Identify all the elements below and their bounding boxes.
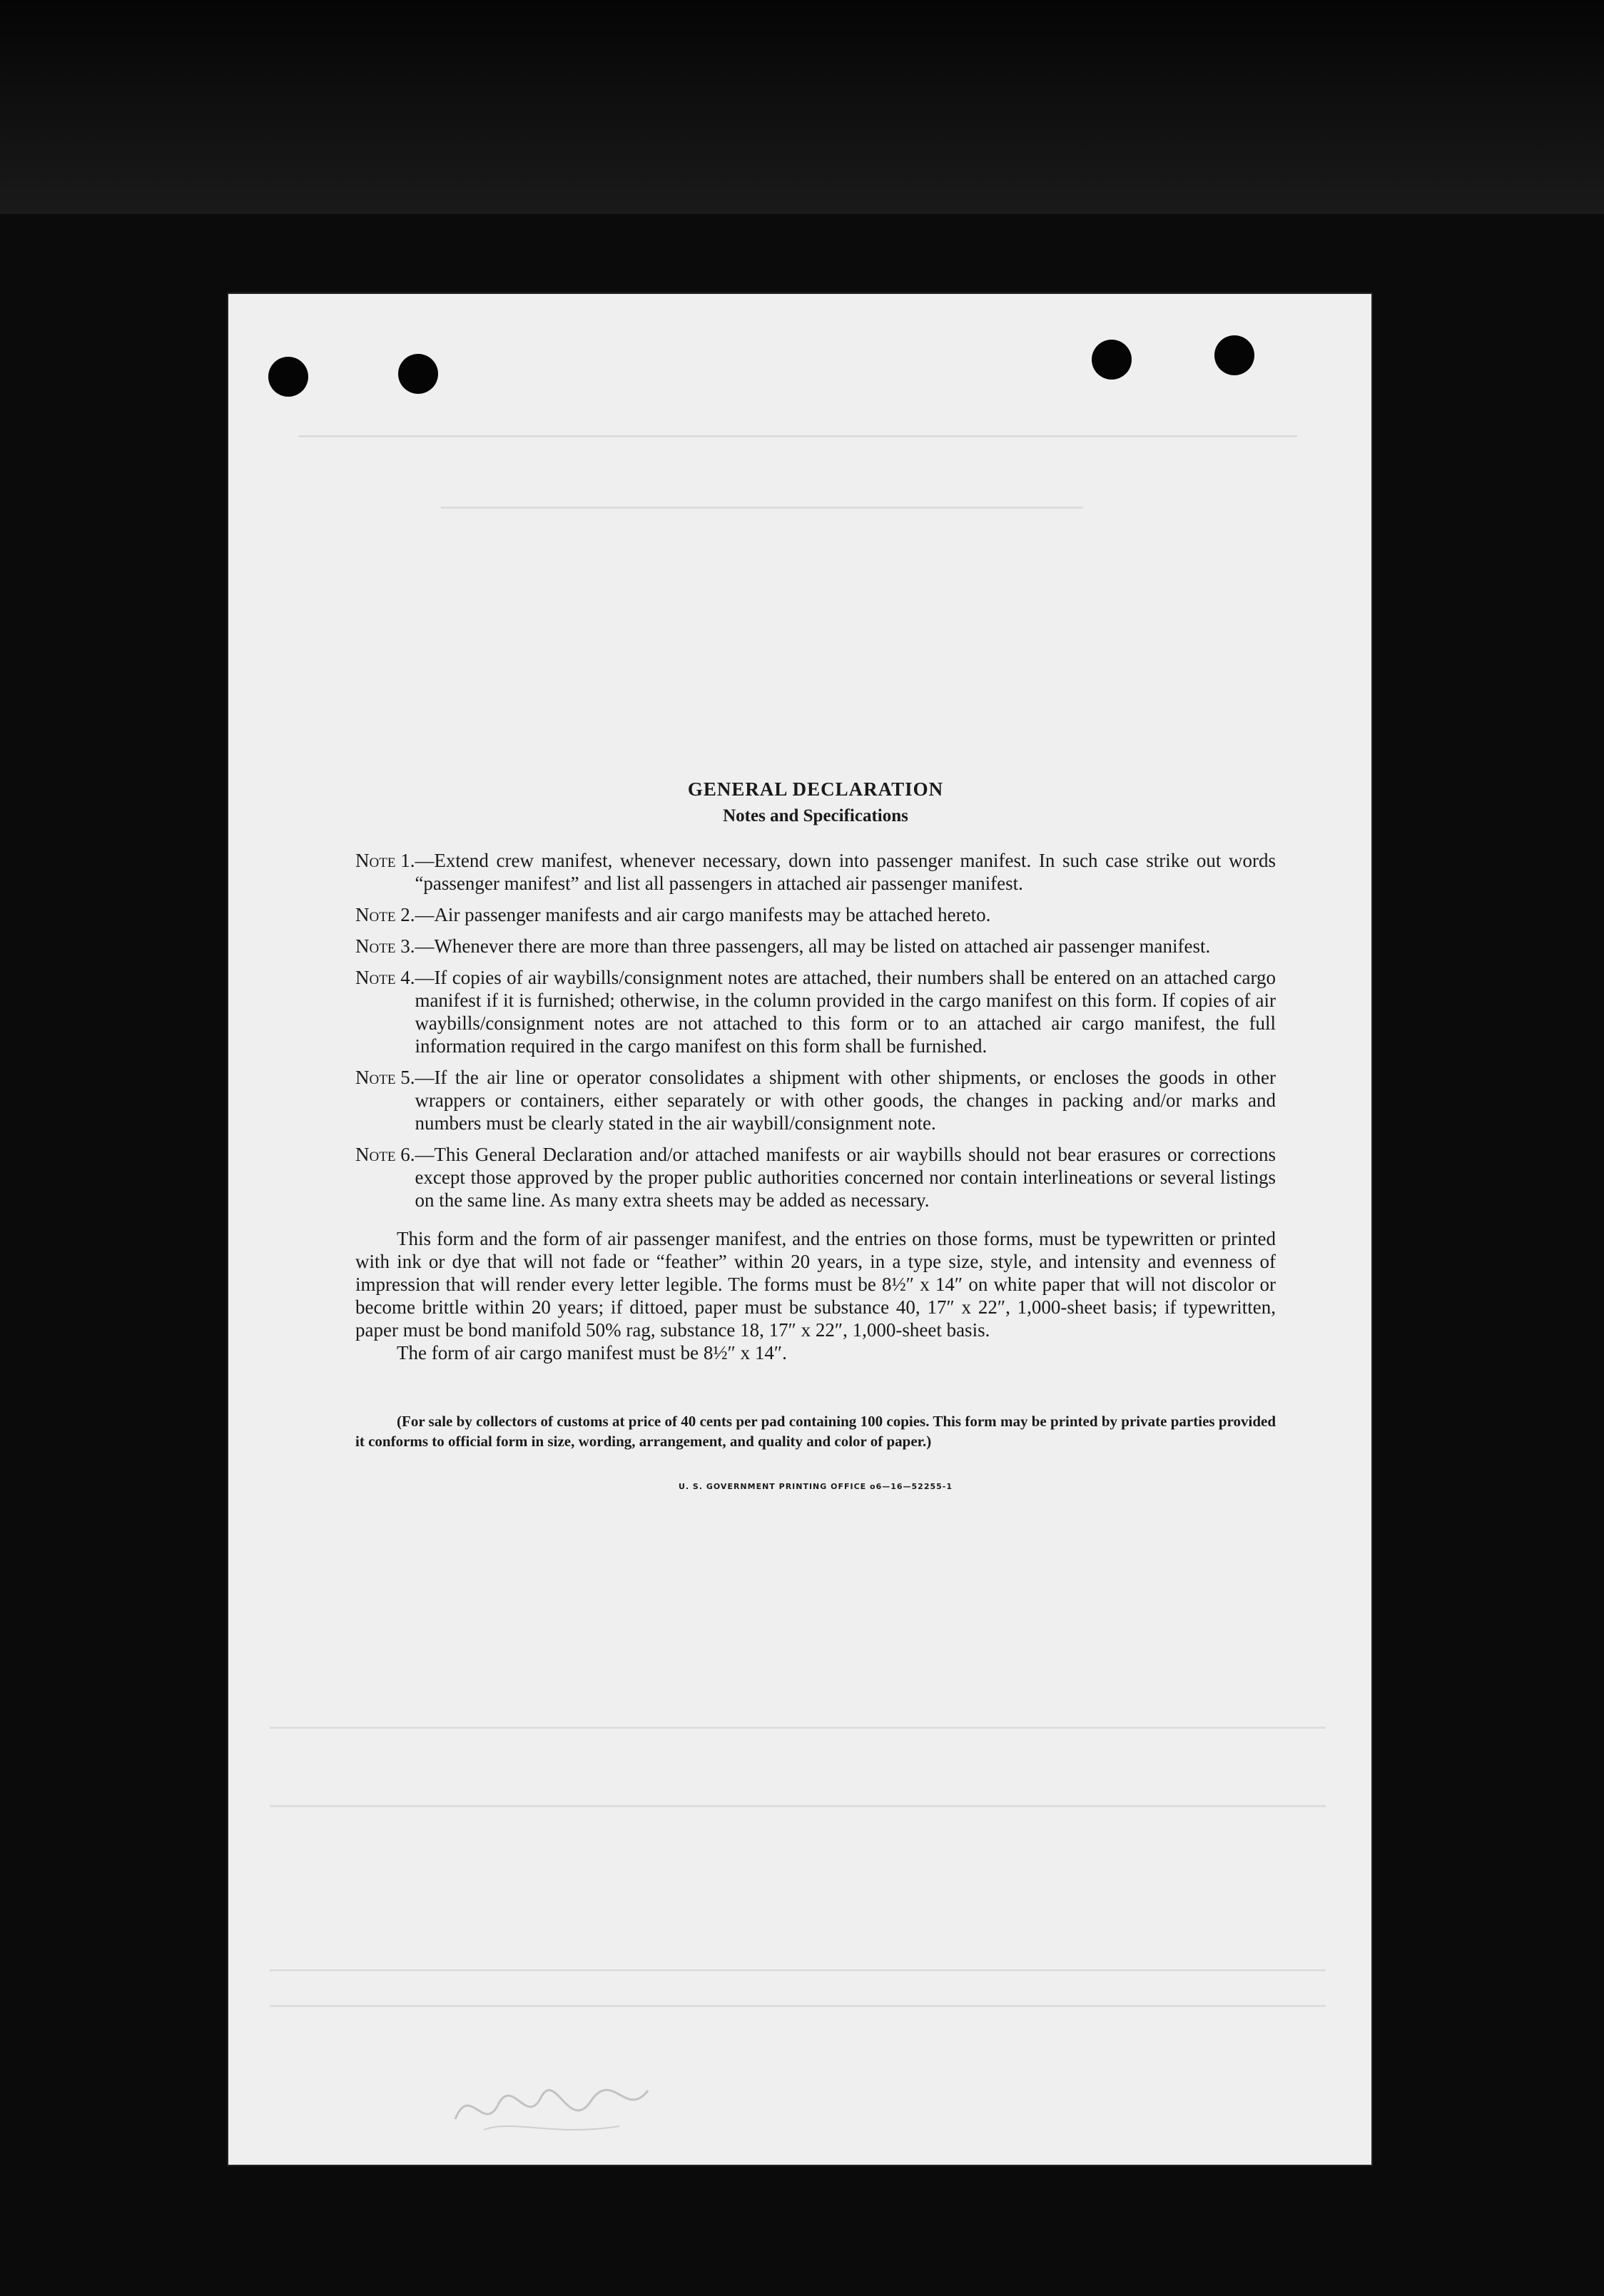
note-number: 4.: [400, 967, 415, 988]
note-label: Note: [355, 935, 396, 957]
signature-bleed-through: [441, 2076, 655, 2140]
note-number: 3.: [400, 935, 415, 957]
bleed-through-mark: [270, 1727, 1326, 1729]
note-label: Note: [355, 1144, 396, 1165]
paper-specification-paragraph: This form and the form of air passenger manifest, and the entries on those forms, must be typewritten or printed with ink or dye that will not fade or “feather” within 20 years, in a type size, style, and intensity and evenness of impression that will render every letter legible. The forms must be 8½″ x 14″ on white paper that will not discolor or become brittle within 20 years; if dittoed, paper must be substance 40, 17″ x 22″, 1,000-sheet basis; if typewritten, paper must be bond manifold 50% rag, substance 18, 17″ x 22″, 1,000-sheet basis.: [355, 1228, 1276, 1341]
scan-background: [0, 0, 1604, 214]
note-1: [355, 849, 1276, 895]
note-3: [355, 935, 1276, 957]
note-number: 2.: [400, 904, 415, 925]
bleed-through-mark: [270, 1805, 1326, 1807]
punch-hole: [1092, 340, 1132, 380]
bleed-through-mark: [298, 435, 1297, 437]
sale-notice: (For sale by collectors of customs at price of 40 cents per pad containing 100 copies. This form may be printed by private parties provided it conforms to official form in size, wording, arrangement, and quality and color of paper.): [355, 1413, 1276, 1450]
note-label: Note: [355, 1067, 396, 1088]
document-body: [355, 778, 1276, 1498]
bleed-through-mark: [441, 507, 1083, 509]
note-2: [355, 903, 1276, 926]
note-label: Note: [355, 967, 396, 988]
note-text: —If copies of air waybills/consignment notes are attached, their numbers shall be entered on an attached cargo manifest if it is furnished; otherwise, in the column provided in the cargo manifest on this form. If copies of air waybills/consignment notes are not attached to this form or to an attached air cargo manifest, the full information required in the cargo manifest on this form shall be furnished.: [415, 967, 1276, 1057]
document-title: GENERAL DECLARATION: [687, 778, 944, 800]
note-number: 6.: [400, 1144, 415, 1165]
punch-hole: [268, 357, 308, 397]
printing-office-line: U. S. GOVERNMENT PRINTING OFFICE o6—16—52255-1: [678, 1482, 953, 1491]
note-number: 1.: [400, 850, 415, 871]
note-text: —Extend crew manifest, whenever necessary, down into passenger manifest. In such case strike out words “passenger manifest” and list all passengers in attached air passenger manifest.: [415, 850, 1276, 894]
note-label: Note: [355, 904, 396, 925]
note-text: —Whenever there are more than three passengers, all may be listed on attached air passenger manifest.: [415, 935, 1211, 957]
note-5: [355, 1066, 1276, 1134]
document-subtitle: Notes and Specifications: [723, 806, 908, 826]
note-text: —Air passenger manifests and air cargo manifests may be attached hereto.: [415, 904, 991, 925]
note-6: [355, 1143, 1276, 1212]
document-page: [227, 293, 1373, 2166]
cargo-manifest-size-line: The form of air cargo manifest must be 8½″ x 14″.: [397, 1342, 787, 1363]
punch-hole: [398, 354, 438, 394]
punch-hole: [1214, 335, 1254, 375]
note-4: [355, 966, 1276, 1057]
note-text: —If the air line or operator consolidates a shipment with other shipments, or encloses the goods in other wrappers or containers, either separately or with other goods, the changes in packing and/or marks and numbers must be clearly stated in the air waybill/consignment note.: [415, 1067, 1276, 1134]
bleed-through-mark: [270, 2005, 1326, 2007]
bleed-through-mark: [270, 1969, 1326, 1971]
note-text: —This General Declaration and/or attached manifests or air waybills should not bear erasures or corrections except those approved by the proper public authorities concerned nor contain interlineations or several listings on the same line. As many extra sheets may be added as necessary.: [415, 1144, 1276, 1211]
note-number: 5.: [400, 1067, 415, 1088]
note-label: Note: [355, 850, 396, 871]
